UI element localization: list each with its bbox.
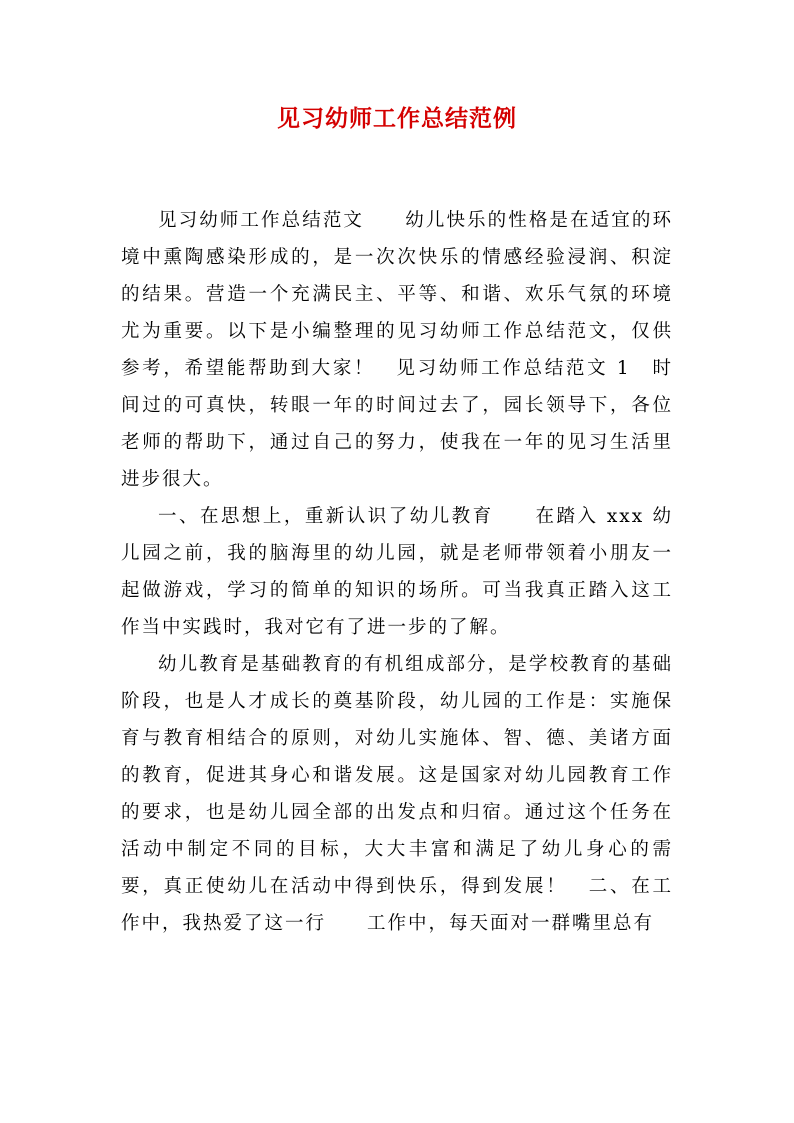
document-body [121,202,673,942]
paragraph-intro: 见习幼师工作总结范文 幼儿快乐的性格是在适宜的环境中熏陶感染形成的，是一次次快乐的情感经验浸润、积淀的结果。营造一个充满民主、平等、和谐、欢乐气氛的环境尤为重要。以下是小编整理的见习幼师工作总结范文，仅供参考，希望能帮助到大家！ 见习幼师工作总结范文 1 时间过的可真快，转眼一年的时间过去了，园长领导下，各位老师的帮助下，通过自己的努力，使我在一年的见习生活里进步很大。 [121,210,673,490]
paragraph-education: 幼儿教育是基础教育的有机组成部分，是学校教育的基础阶段，也是人才成长的奠基阶段，幼儿园的工作是：实施保育与教育相结合的原则，对幼儿实施体、智、德、美诸方面的教育，促进其身心和谐发展。这是国家对幼儿园教育工作的要求，也是幼儿园全部的出发点和归宿。通过这个任务在活动中制定不同的目标，大大丰富和满足了幼儿身心的需要，真正使幼儿在活动中得到快乐，得到发展！ 二、在工作中，我热爱了这一行 工作中，每天面对一群嘴里总有 [121,654,673,934]
paragraph-thought: 一、在思想上，重新认识了幼儿教育 在踏入 xxx 幼儿园之前，我的脑海里的幼儿园，就是老师带领着小朋友一起做游戏，学习的简单的知识的场所。可当我真正踏入这工作当中实践时，我对它有了进一步的了解。 [121,506,673,638]
document-title: 见习幼师工作总结范例 [277,105,517,132]
